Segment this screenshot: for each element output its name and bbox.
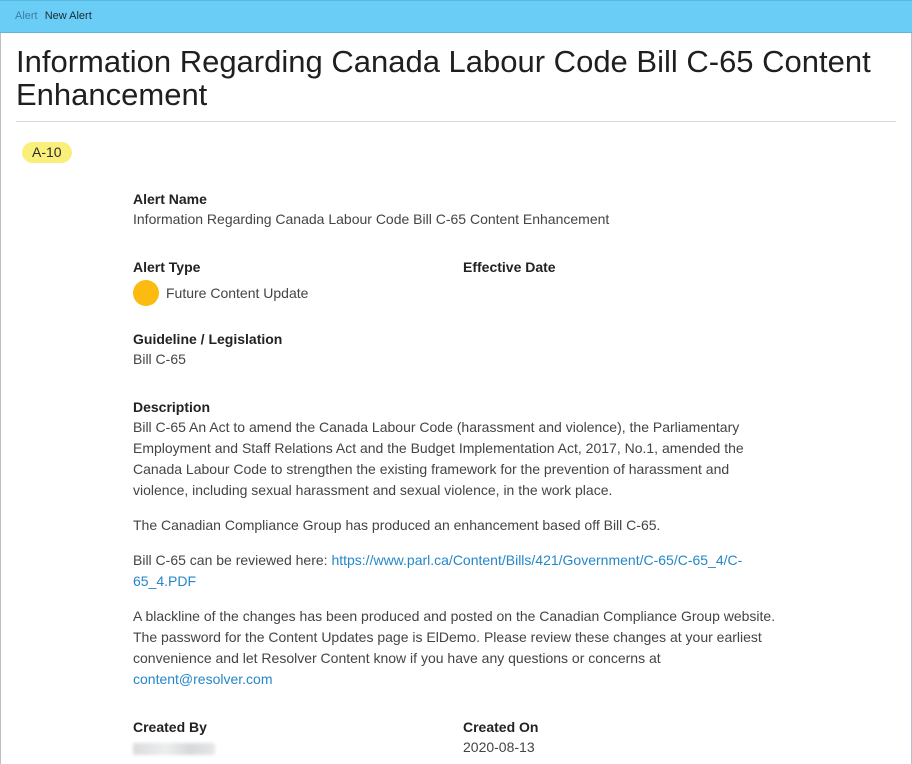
breadcrumb-current: New Alert: [44, 10, 92, 22]
alert-type-field: [133, 257, 308, 306]
alert-type-label: Alert Type: [133, 259, 201, 275]
contact-email-link[interactable]: content@resolver.com: [133, 671, 273, 687]
alert-type-value: Future Content Update: [166, 284, 309, 301]
created-on-field: [463, 717, 538, 758]
alert-id-badge: A-10: [22, 142, 72, 163]
description-paragraph-3: [133, 550, 783, 592]
top-bar: [0, 0, 912, 33]
alert-type-row: [133, 280, 308, 306]
created-by-label: Created By: [133, 719, 207, 735]
guideline-value: Bill C-65: [133, 351, 186, 367]
created-on-value: 2020-08-13: [463, 739, 535, 755]
description-paragraph-1: Bill C-65 An Act to amend the Canada Labour Code (harassment and violence), the Parliamentary Employment and Staff Relations Act and the Budget Implementation Act, 2017, No.1, amended the Canada Labour Code to strengthen the existing framework for the prevention of harassment and violence, including sexual harassment and sexual violence, in the work place.: [133, 419, 744, 498]
alert-name-value: Information Regarding Canada Labour Code Bill C-65 Content Enhancement: [133, 211, 610, 227]
effective-date-field: [463, 257, 556, 277]
description-link-prefix: Bill C-65 can be reviewed here:: [133, 552, 332, 568]
created-by-value-redacted: [133, 743, 215, 755]
bill-c65-pdf-link[interactable]: https://www.parl.ca/Content/Bills/421/Government/C-65/C-65_4/C-65_4.PDF: [133, 552, 743, 589]
effective-date-label: Effective Date: [463, 259, 556, 275]
page-title: Information Regarding Canada Labour Code Bill C-65 Content Enhancement: [16, 44, 871, 112]
title-divider: [16, 121, 896, 122]
description-paragraph-4: [133, 606, 783, 690]
status-dot-icon: [133, 280, 159, 306]
description-label: Description: [133, 399, 211, 415]
created-by-field: [133, 717, 215, 760]
alert-name-label: Alert Name: [133, 191, 207, 207]
description-paragraph-2: The Canadian Compliance Group has produced an enhancement based off Bill C-65.: [133, 517, 661, 533]
guideline-label: Guideline / Legislation: [133, 331, 283, 347]
breadcrumb: [15, 10, 92, 22]
description-field: [133, 397, 783, 704]
description-p4-text: A blackline of the changes has been produced and posted on the Canadian Compliance Group website. The password for the Content Updates page is ElDemo. Please review these changes at your earliest convenience and let Resolver Content know if you have any questions or concerns at: [133, 608, 776, 666]
alert-name-field: [133, 189, 609, 230]
breadcrumb-alert-link[interactable]: Alert: [15, 10, 38, 22]
created-on-label: Created On: [463, 719, 539, 735]
guideline-field: [133, 329, 282, 370]
